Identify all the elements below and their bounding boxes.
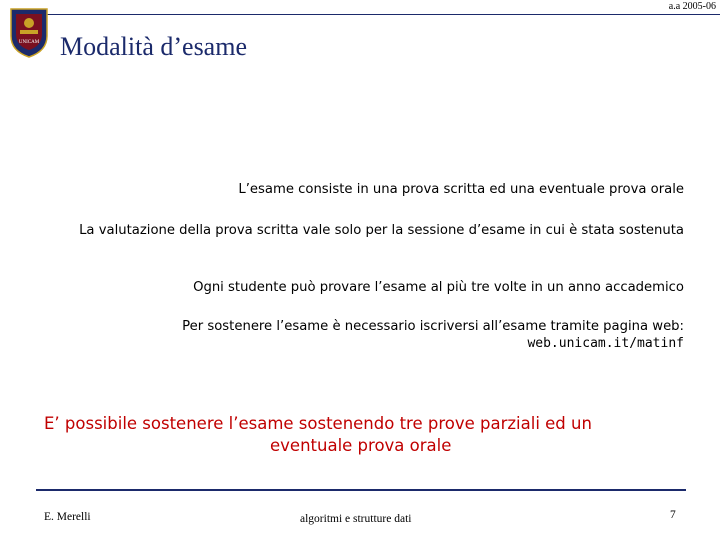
footer-course: algoritmi e strutture dati [300, 513, 412, 525]
partial-exams-line-1: E’ possibile sostenere l’esame sostenendo tre prove parziali ed un [44, 414, 592, 433]
logo-text: UNICAM [18, 40, 40, 45]
registration-url[interactable]: web.unicam.it/matinf [527, 336, 684, 351]
university-logo-icon [8, 6, 50, 58]
partial-exams-line-2: eventuale prova orale [270, 436, 452, 455]
slide-title: Modalità d’esame [60, 32, 247, 61]
registration-text: Per sostenere l’esame è necessario iscriversi all’esame tramite pagina web: [182, 319, 684, 334]
footer-divider [36, 489, 686, 491]
footer-author: E. Merelli [44, 511, 91, 523]
academic-year: a.a 2005-06 [668, 1, 716, 12]
page-number: 7 [670, 509, 676, 521]
evaluation-text: La valutazione della prova scritta vale solo per la sessione d’esame in cui è stata sostenuta [79, 223, 684, 238]
attempts-text: Ogni studente può provare l’esame al più tre volte in un anno accademico [193, 280, 684, 295]
registration-block [64, 318, 684, 352]
exam-format-text: L’esame consiste in una prova scritta ed una eventuale prova orale [238, 182, 684, 197]
partial-exams-note [40, 413, 708, 457]
header-bar [44, 0, 720, 15]
